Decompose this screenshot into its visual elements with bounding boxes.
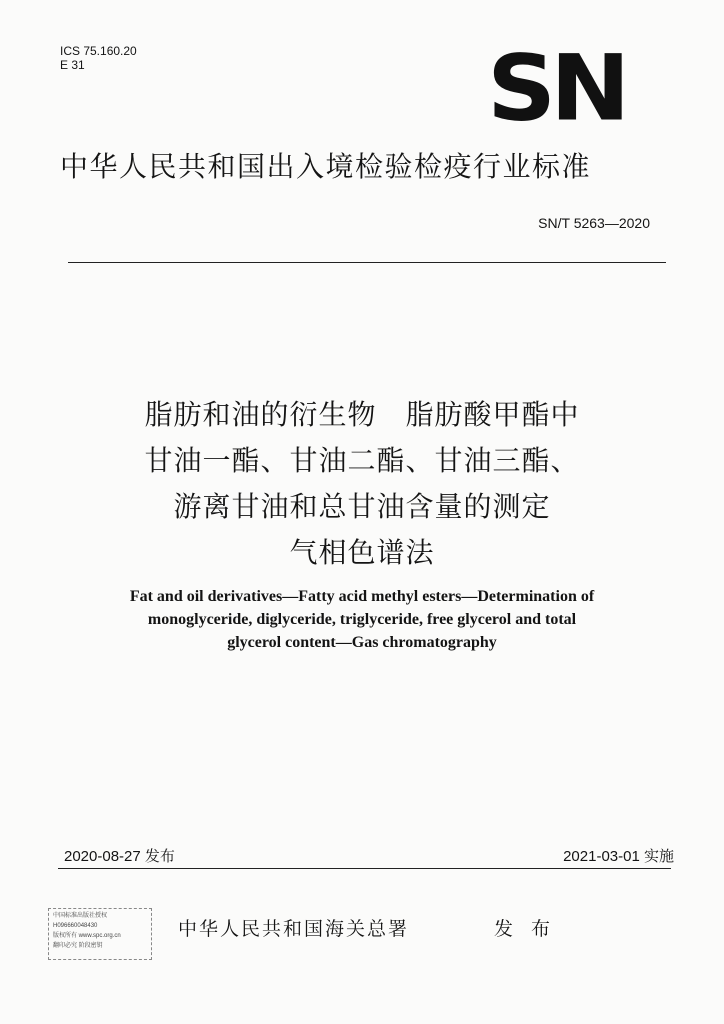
issuing-authority-title: 中华人民共和国出入境检验检疫行业标准 xyxy=(60,150,592,183)
english-title xyxy=(40,585,684,654)
chinese-title-line: 甘油一酯、甘油二酯、甘油三酯、 xyxy=(144,444,580,477)
issuer-name: 中华人民共和国海关总署 xyxy=(178,918,410,940)
stamp-line: H096660048430 xyxy=(53,923,98,929)
english-title-line: monoglyceride, diglyceride, triglyceride, free glycerol and total xyxy=(147,611,577,628)
ics-code: ICS 75.160.20 xyxy=(60,44,137,58)
english-title-line: glycerol content—Gas chromatography xyxy=(227,634,497,651)
ccs-code: E 31 xyxy=(60,58,85,72)
effective-date: 2021-03-01 实施 xyxy=(563,848,674,865)
chinese-title-line: 气相色谱法 xyxy=(289,536,435,569)
english-title-line: Fat and oil derivatives—Fatty acid methyl esters—Determination of xyxy=(129,588,595,605)
sn-logo: SN xyxy=(487,34,625,142)
chinese-title-line: 脂肪和油的衍生物 脂肪酸甲酯中 xyxy=(144,398,580,431)
header-divider xyxy=(68,262,666,263)
footer-divider xyxy=(58,868,671,869)
stamp-line: 版权所有 www.spc.org.cn xyxy=(53,933,121,939)
issue-date: 2020-08-27 发布 xyxy=(64,848,175,865)
classification-codes xyxy=(60,44,137,72)
publisher-stamp xyxy=(48,908,152,960)
stamp-line: 中国标准出版社授权 xyxy=(53,913,108,919)
issue-label: 发 布 xyxy=(494,918,557,940)
chinese-title xyxy=(40,392,684,576)
stamp-line: 翻印必究 阶段密钥 xyxy=(53,943,103,949)
standard-number: SN/T 5263—2020 xyxy=(538,215,650,231)
chinese-title-line: 游离甘油和总甘油含量的测定 xyxy=(173,490,551,523)
